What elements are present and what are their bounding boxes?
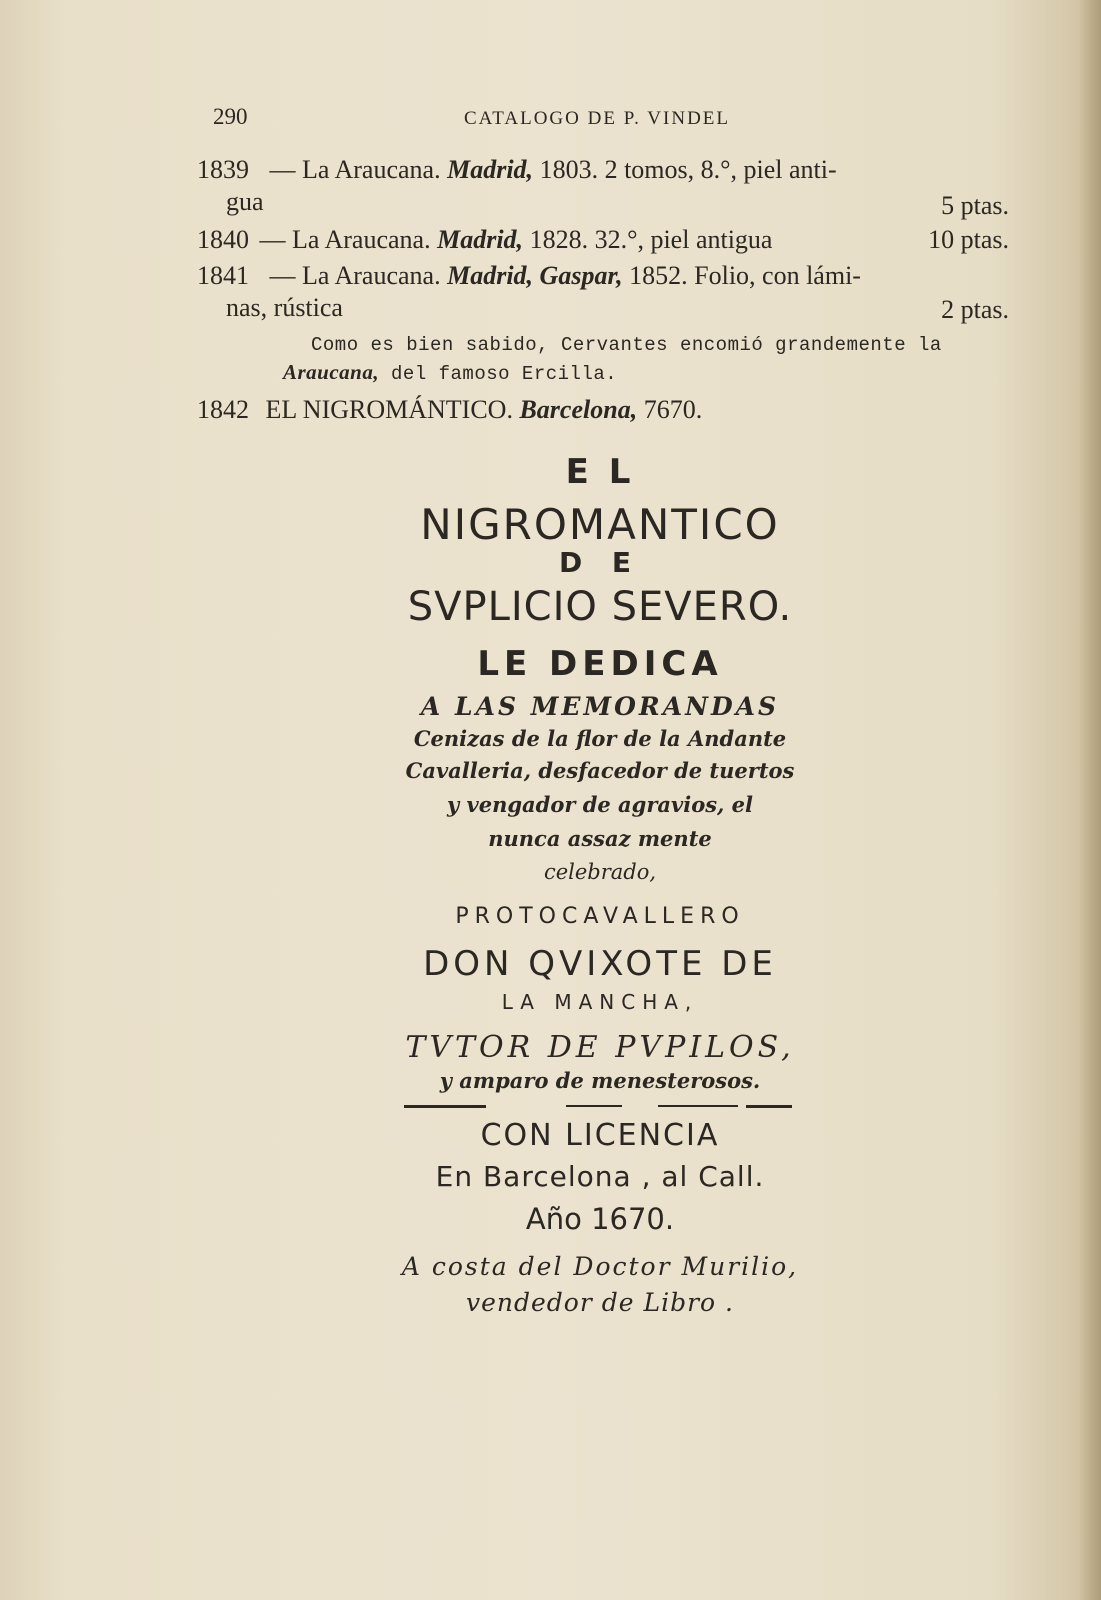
entry-text: 1852. Folio, con lámi- — [629, 261, 861, 290]
entry-text: 1828. 32.°, piel antigua — [529, 225, 773, 254]
entry-place: Madrid, — [437, 225, 524, 254]
entry-number: 1842 — [197, 395, 249, 424]
entry-number: 1841 — [197, 261, 249, 290]
entry-1839-line2: gua — [226, 187, 264, 216]
entry-1839-price: 5 ptas. — [941, 191, 1009, 220]
title-line: Cavalleria, desfacedor de tuertos — [405, 758, 795, 783]
entry-1841-price: 2 ptas. — [941, 295, 1009, 324]
title-line: Año 1670. — [525, 1202, 675, 1236]
entry-1842 — [197, 394, 702, 426]
title-line: LA MANCHA, — [501, 990, 699, 1014]
page-edge-shadow — [1079, 0, 1101, 1600]
divider-rule — [658, 1105, 738, 1107]
title-line: celebrado, — [543, 860, 657, 884]
note-title: Araucana, — [283, 360, 380, 384]
title-line: En Barcelona , al Call. — [435, 1160, 765, 1193]
entry-text: — La Araucana. — [259, 225, 431, 254]
title-line: NIGROMANTICO — [420, 500, 780, 549]
entry-text: — La Araucana. — [269, 261, 441, 290]
entry-place: Madrid, Gaspar, — [447, 261, 623, 290]
title-line: E L — [565, 452, 635, 492]
title-line: y amparo de menesterosos. — [439, 1068, 761, 1093]
title-line: D E — [558, 546, 642, 579]
entry-text: — La Araucana. — [269, 155, 441, 184]
title-line: SVPLICIO SEVERO. — [407, 584, 793, 630]
title-line: vendedor de Libro . — [465, 1288, 734, 1317]
entry-1841-line2: nas, rústica — [226, 293, 343, 322]
title-line: LE DEDICA — [477, 644, 723, 684]
divider-rule — [404, 1105, 486, 1108]
entry-1840-line1 — [197, 224, 772, 256]
entry-number: 1839 — [197, 155, 249, 184]
divider-rule — [566, 1105, 622, 1107]
title-line: CON LICENCIA — [480, 1118, 720, 1153]
title-line: TVTOR DE PVPILOS, — [405, 1030, 795, 1065]
entry-title: EL NIGROMÁNTICO. — [265, 395, 513, 424]
entry-1840-price: 10 ptas. — [928, 225, 1009, 254]
entry-text: 1803. 2 tomos, 8.°, piel anti- — [539, 155, 837, 184]
entry-1841-line1 — [197, 260, 861, 292]
title-line: A LAS MEMORANDAS — [420, 692, 780, 721]
entry-number: 1840 — [197, 225, 249, 254]
title-line: DON QVIXOTE DE — [423, 944, 777, 984]
note-line1: Como es bien sabido, Cervantes encomió grandemente la — [311, 334, 942, 356]
divider-rule — [746, 1105, 792, 1108]
note-text: del famoso Ercilla. — [391, 363, 618, 385]
title-line: y vengador de agravios, el — [447, 792, 753, 817]
entry-year: 7670. — [643, 395, 703, 424]
title-line: nunca assaz mente — [488, 826, 712, 851]
title-line: Cenizas de la flor de la Andante — [413, 726, 787, 751]
running-head: CATALOGO DE P. VINDEL — [464, 108, 731, 129]
entry-place: Madrid, — [447, 155, 534, 184]
entry-1839-line1 — [197, 154, 837, 186]
entry-place: Barcelona, — [519, 395, 638, 424]
note-line2 — [283, 360, 617, 385]
page-number: 290 — [213, 104, 248, 129]
title-line: A costa del Doctor Murilio, — [401, 1252, 799, 1281]
title-line: PROTOCAVALLERO — [455, 904, 745, 929]
